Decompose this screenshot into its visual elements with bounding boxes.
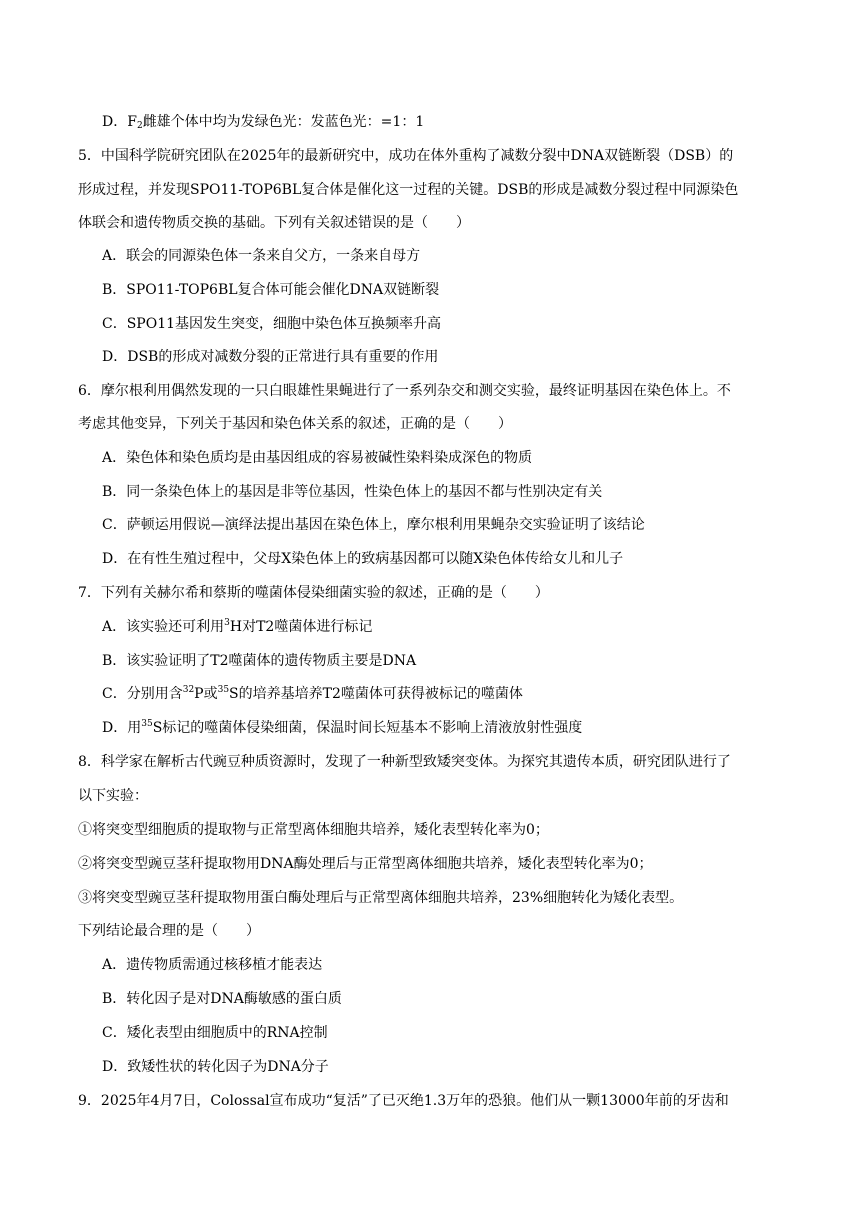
- q7-option-c: C．分别用含$^{32}$P或$^{35}$S的培养基培养T2噬菌体可获得被标记的噬菌体: [102, 685, 523, 702]
- q4-option-d-text: D．F: [102, 114, 137, 130]
- q6-stem-line1: 6．摩尔根利用偶然发现的一只白眼雄性果蝇进行了一系列杂交和测交实验，最终证明基因在染色体上。不: [78, 383, 731, 399]
- q8-stem-line1: 8．科学家在解析古代豌豆种质资源时，发现了一种新型致矮突变体。为探究其遗传本质，研究团队进行了: [78, 754, 731, 770]
- q8-experiment-2: ②将突变型豌豆茎秆提取物用DNA酶处理后与正常型离体细胞共培养，矮化表型转化率为0；: [78, 856, 653, 872]
- q9-stem-line1: 9．2025年4月7日，Colossal宣布成功“复活”了已灭绝1.3万年的恐狼。他们从一颗13000年前的牙齿和: [78, 1093, 729, 1109]
- q7-option-b: B．该实验证明了T2噬菌体的遗传物质主要是DNA: [102, 653, 417, 669]
- q8-question: 下列结论最合理的是（ ）: [78, 923, 260, 939]
- q7-stem: 7．下列有关赫尔希和蔡斯的噬菌体侵染细菌实验的叙述，正确的是（ ）: [78, 585, 549, 601]
- q8-option-b: B．转化因子是对DNA酶敏感的蛋白质: [102, 991, 342, 1007]
- q8-stem-line2: 以下实验：: [78, 788, 148, 804]
- q5-stem-line3: 体联会和遗传物质交换的基础。下列有关叙述错误的是（ ）: [78, 215, 470, 231]
- q4-option-d-text-rest: 雌雄个体中均为发绿色光：发蓝色光：=1：1: [142, 114, 425, 130]
- q8-experiment-3: ③将突变型豌豆茎秆提取物用蛋白酶处理后与正常型离体细胞共培养，23%细胞转化为矮化表型。: [78, 890, 684, 906]
- q8-option-c: C．矮化表型由细胞质中的RNA控制: [102, 1025, 328, 1041]
- q5-option-d: D．DSB的形成对减数分裂的正常进行具有重要的作用: [102, 349, 439, 365]
- q5-stem-line2: 形成过程，并发现SPO11-TOP6BL复合体是催化这一过程的关键。DSB的形成是减数分裂过程中同源染色: [78, 182, 739, 198]
- q6-option-d: D．在有性生殖过程中，父母X染色体上的致病基因都可以随X染色体传给女儿和儿子: [102, 551, 624, 567]
- q4-option-d: [102, 112, 424, 132]
- q8-option-d: D．致矮性状的转化因子为DNA分子: [102, 1059, 329, 1075]
- superscript: 35: [141, 719, 153, 729]
- q6-stem-line2: 考虑其他变异，下列关于基因和染色体关系的叙述，正确的是（ ）: [78, 416, 512, 432]
- superscript: 32: [182, 685, 195, 695]
- q6-option-a: A．染色体和染色质均是由基因组成的容易被碱性染料染成深色的物质: [102, 450, 533, 466]
- q7-option-d: D．用$^{35}$S标记的噬菌体侵染细菌，保温时间长短基本不影响上清液放射性强度: [102, 719, 583, 736]
- q5-option-a: A．联会的同源染色体一条来自父方，一条来自母方: [102, 248, 421, 264]
- superscript: 35: [217, 685, 230, 695]
- q6-option-b: B．同一条染色体上的基因是非等位基因，性染色体上的基因不都与性别决定有关: [102, 484, 603, 500]
- q5-option-b: B．SPO11-TOP6BL复合体可能会催化DNA双链断裂: [102, 282, 440, 298]
- q6-option-c: C．萨顿运用假说—演绎法提出基因在染色体上，摩尔根利用果蝇杂交实验证明了该结论: [102, 517, 645, 533]
- q4-option-d-subscript: 2: [136, 121, 143, 131]
- q8-option-a: A．遗传物质需通过核移植才能表达: [102, 957, 323, 973]
- q5-option-c: C．SPO11基因发生突变，细胞中染色体互换频率升高: [102, 316, 442, 332]
- q8-experiment-1: ①将突变型细胞质的提取物与正常型离体细胞共培养，矮化表型转化率为0；: [78, 822, 549, 838]
- superscript: 3: [224, 618, 230, 628]
- q5-stem-line1: 5．中国科学院研究团队在2025年的最新研究中，成功在体外重构了减数分裂中DNA双链断裂（DSB）的: [78, 148, 734, 164]
- q7-option-a: A．该实验还可利用$^3$H对T2噬菌体进行标记: [102, 618, 373, 635]
